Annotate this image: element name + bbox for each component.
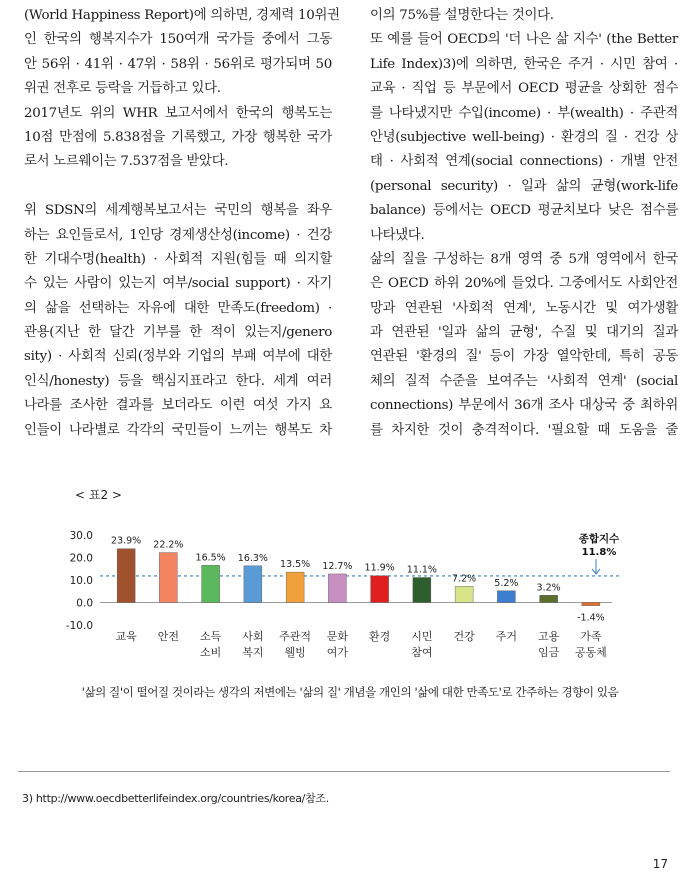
bar: [202, 565, 220, 602]
text-line: balance) 등에서는 OECD 평균치보다 낮은 점수를: [370, 203, 678, 219]
category-label: 임금: [537, 646, 560, 659]
text-line: 이의 75%를 설명한다는 것이다.: [370, 8, 554, 23]
reference-value-label: 11.8%: [581, 547, 617, 558]
text-line: 위권 전후로 등락을 거듭하고 있다.: [24, 81, 221, 97]
text-line: 수 있는 사람이 있는지 여부/social support) · 자기: [24, 276, 332, 292]
category-label: 안전: [157, 630, 180, 643]
page-number: 17: [652, 857, 668, 871]
text-line: 나타냈다.: [370, 227, 425, 243]
text-line: 10점 만점에 5.838점을 기록했고, 가장 행복한 국가: [24, 129, 332, 145]
text-line: 인들이 나라별로 각각의 국민들이 느끼는 행복도 차: [24, 422, 332, 438]
bar-value-label: 11.9%: [364, 562, 395, 574]
category-label: 환경: [368, 630, 391, 643]
bar-value-label: 16.3%: [237, 552, 268, 564]
bar: [497, 591, 515, 603]
y-tick-label: -10.0: [65, 620, 93, 632]
text-line: 2017년도 위의 WHR 보고서에서 한국의 행복도는: [24, 105, 332, 121]
text-line: 를 차지한 것이 충격적이다. '필요할 때 도움을 줄: [370, 422, 678, 438]
bar-value-label: 16.5%: [195, 552, 226, 564]
category-label: 문화: [326, 630, 349, 643]
bar-value-label: 5.2%: [494, 577, 519, 589]
bar: [286, 572, 304, 602]
y-tick-label: 20.0: [69, 552, 93, 565]
text-line: 인 한국의 행복지수가 150여개 국가들 중에서 그동: [24, 32, 332, 48]
text-line: Life Index)3)에 의하면, 한국은 주거 · 시민 참여 ·: [370, 56, 678, 72]
right-text-column: [370, 4, 678, 443]
text-line: (personal security) · 일과 삶의 균형(work-life: [370, 178, 678, 194]
text-line: 안 56위 · 41위 · 47위 · 58위 · 56위로 평가되며 50: [24, 56, 332, 72]
text-line: 하는 요인들로서, 1인당 경제생산성(income) · 건강: [24, 227, 332, 243]
category-label: 주관적: [279, 630, 312, 643]
bar: [117, 549, 135, 603]
text-line: (World Happiness Report)에 의하면, 경제력 10위권: [24, 8, 340, 23]
bar-value-label: 23.9%: [111, 535, 142, 547]
bar: [540, 595, 558, 602]
bar-value-label: 13.5%: [280, 559, 311, 571]
category-label: 복지: [242, 646, 264, 659]
text-line: 로서 노르웨이는 7.537점을 받았다.: [24, 154, 229, 170]
text-line: 를 나타냈지만 수입(income) · 부(wealth) · 주관적: [370, 105, 678, 121]
bar-value-label: 11.1%: [406, 564, 437, 576]
category-label: 시민: [411, 630, 433, 643]
text-line: 연관된 '환경의 질' 등이 가장 열악한데, 특히 공동: [370, 349, 678, 365]
bar-chart: [0, 510, 700, 678]
category-label: 여가: [326, 646, 349, 659]
category-label: 공동체: [574, 646, 607, 659]
category-label: 참여: [411, 646, 433, 659]
text-line: 한 기대수명(health) · 사회적 지원(힘들 때 의지할: [24, 251, 332, 267]
category-label: 건강: [453, 630, 475, 643]
bar-value-label: -1.4%: [577, 612, 605, 624]
y-tick-label: 10.0: [69, 575, 93, 587]
left-text-column: [24, 4, 340, 443]
category-label: 웰빙: [284, 646, 306, 659]
category-label: 가족: [580, 630, 602, 643]
y-tick-label: 30.0: [69, 530, 93, 542]
text-line: 인식/honesty) 등을 핵심지표라고 한다. 세계 여러: [24, 373, 332, 389]
text-line: sity) · 사회적 신뢰(정부와 기업의 부패 여부에 대한: [24, 349, 332, 365]
text-line: 안녕(subjective well-being) · 환경의 질 · 건강 상: [370, 129, 678, 145]
bar-value-label: 22.2%: [153, 539, 184, 551]
reference-label: 종합지수: [578, 533, 620, 545]
bar-value-label: 7.2%: [452, 573, 477, 585]
category-label: 소득: [199, 630, 222, 643]
bar: [413, 578, 431, 603]
paragraph-gap: [24, 175, 332, 199]
bar: [455, 586, 473, 602]
text-line: 체의 질적 수준을 보여주는 '사회적 연계' (social: [370, 373, 678, 389]
bar-value-label: 12.7%: [322, 560, 353, 572]
text-line: connections) 부문에서 36개 조사 대상국 중 최하위: [370, 398, 678, 414]
text-line: 의 삶을 선택하는 자유에 대한 만족도(freedom) ·: [24, 300, 332, 316]
category-label: 소비: [199, 646, 222, 659]
bar: [328, 574, 346, 603]
category-label: 교육: [115, 630, 137, 643]
y-tick-label: 0.0: [76, 597, 93, 610]
text-line: 위 SDSN의 세계행복보고서는 국민의 행복을 좌우: [24, 203, 332, 219]
text-line: 태 · 사회적 연계(social connections) · 개별 안전: [370, 154, 678, 170]
category-label: 주거: [495, 630, 518, 643]
text-line: 나라를 조사한 결과를 보더라도 이런 여섯 가지 요: [24, 398, 332, 414]
chart-title: < 표2 >: [75, 488, 122, 502]
footnote-divider: [18, 771, 670, 772]
text-line: 은 OECD 하위 20%에 들었다. 그중에서도 사회안전: [370, 276, 678, 292]
bar-value-label: 3.2%: [536, 582, 561, 594]
bar: [371, 576, 389, 603]
chart-caption: '삶의 질'이 떨어질 것이라는 생각의 저변에는 '삶의 질' 개념을 개인의 '삶에 대한 만족도'로 간주하는 경향이 있음: [81, 685, 619, 699]
text-line: 교육 · 직업 등 부문에서 OECD 평균을 상회한 점수: [370, 81, 678, 97]
bar: [582, 603, 600, 606]
bar: [159, 553, 177, 603]
category-label: 고용: [537, 630, 560, 643]
text-line: 또 예를 들어 OECD의 '더 나은 삶 지수' (the Better: [370, 32, 678, 48]
category-label: 사회: [242, 630, 264, 643]
text-line: 과 연관된 '일과 삶의 균형', 수질 및 대기의 질과: [370, 325, 678, 341]
text-line: 삶의 질을 구성하는 8개 영역 중 5개 영역에서 한국: [370, 251, 678, 267]
text-line: 관용(지난 한 달간 기부를 한 적이 있는지/genero: [24, 325, 332, 341]
footnote: 3) http://www.oecdbetterlifeindex.org/countries/korea/참조.: [22, 792, 329, 805]
bar: [244, 566, 262, 603]
text-line: 망과 연관된 '사회적 연계', 노동시간 및 여가생활: [370, 300, 678, 316]
